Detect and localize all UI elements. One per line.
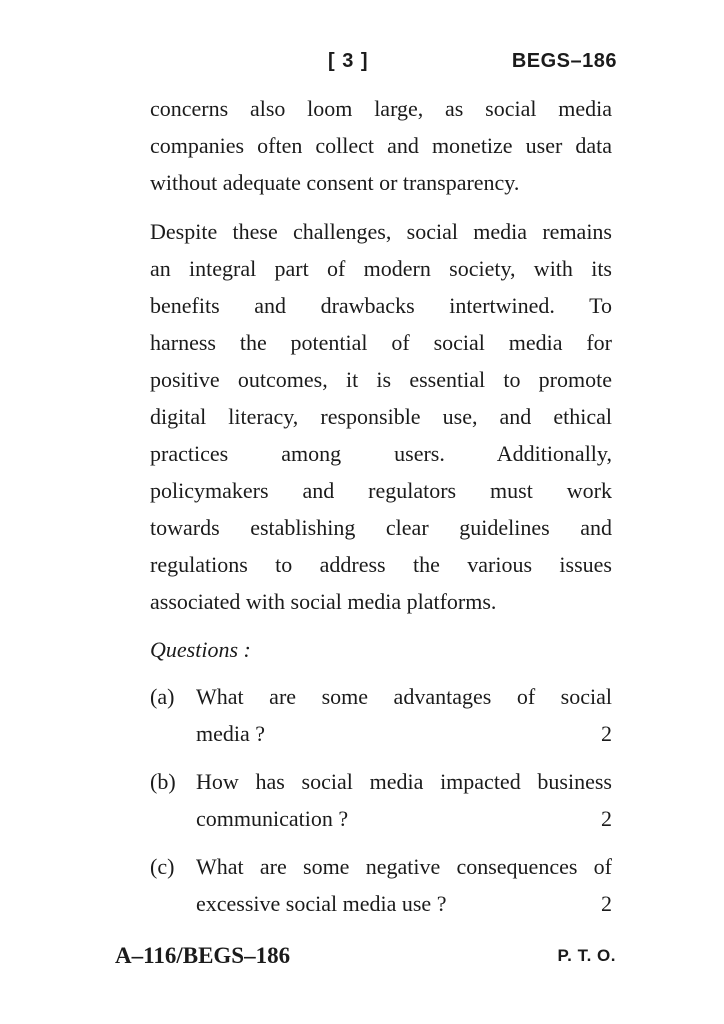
text-line: concerns also loom large, as social media bbox=[150, 96, 612, 121]
text-line: benefits and drawbacks intertwined. To bbox=[150, 293, 612, 318]
text-line: regulations to address the various issues bbox=[150, 552, 612, 577]
paragraph bbox=[150, 90, 612, 201]
question-item-c bbox=[150, 848, 612, 922]
question-text: excessive social media use ? bbox=[196, 891, 447, 916]
question-item-b bbox=[150, 763, 612, 837]
page-footer bbox=[0, 941, 724, 971]
pto-label: P. T. O. bbox=[557, 946, 616, 965]
text-line: Despite these challenges, social media remains bbox=[150, 219, 612, 244]
question-line: How has social media impacted business bbox=[196, 769, 612, 794]
footer-paper-code: A–116/BEGS–186 bbox=[115, 943, 291, 968]
question-label: (c) bbox=[150, 854, 175, 879]
marks-value: 2 bbox=[601, 806, 612, 831]
text-line: harness the potential of social media for bbox=[150, 330, 612, 355]
page-header bbox=[150, 50, 617, 78]
question-line bbox=[196, 715, 612, 752]
question-item-a bbox=[150, 678, 612, 752]
marks-value: 2 bbox=[601, 891, 612, 916]
question-text: media ? bbox=[196, 721, 266, 746]
question-line: What are some advantages of social bbox=[196, 684, 612, 709]
text-line: towards establishing clear guidelines and bbox=[150, 515, 612, 540]
text-line: an integral part of modern society, with its bbox=[150, 256, 612, 281]
paragraph bbox=[150, 213, 612, 620]
text-line: practices among users. Additionally, bbox=[150, 441, 612, 466]
course-code: BEGS–186 bbox=[511, 50, 617, 72]
question-label: (b) bbox=[150, 769, 176, 794]
question-line bbox=[196, 800, 612, 837]
text-line: digital literacy, responsible use, and ethical bbox=[150, 404, 612, 429]
question-line: What are some negative consequences of bbox=[196, 854, 612, 879]
text-line: without adequate consent or transparency. bbox=[150, 170, 520, 195]
question-line bbox=[196, 885, 612, 922]
marks-value: 2 bbox=[601, 721, 612, 746]
questions-heading: Questions : bbox=[150, 637, 251, 662]
question-text: communication ? bbox=[196, 806, 349, 831]
page-number: [ 3 ] bbox=[328, 50, 369, 72]
text-line: policymakers and regulators must work bbox=[150, 478, 612, 503]
question-label: (a) bbox=[150, 684, 175, 709]
text-line: associated with social media platforms. bbox=[150, 589, 497, 614]
text-line: positive outcomes, it is essential to promote bbox=[150, 367, 612, 392]
text-line: companies often collect and monetize user data bbox=[150, 133, 612, 158]
